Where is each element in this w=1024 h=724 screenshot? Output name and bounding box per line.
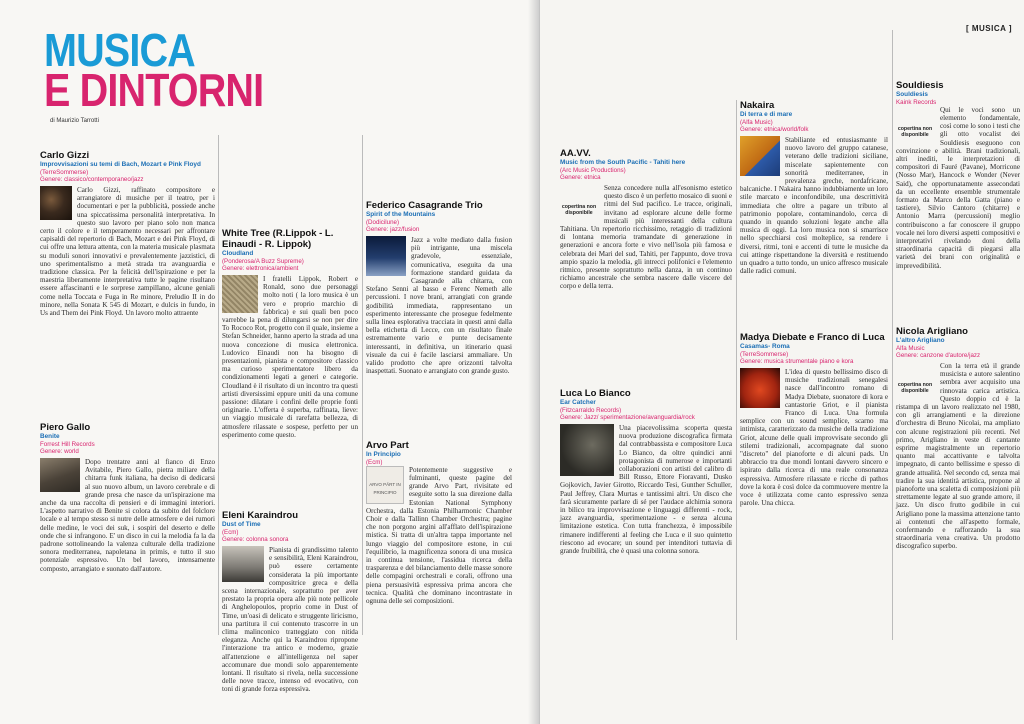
review-label: (Fitzcarraldo Records) bbox=[560, 406, 622, 414]
column-rule bbox=[892, 30, 893, 640]
review-body: Carlo Gizzi, raffinato compositore e arrangiatore di musiche per il teatro, per i documentari e per la pubblicità, possiede anche una spiccatissima personalità interpretativa. In questo suo lavoro per piano solo non manca certo il colore e il temperamento necessari per affrontare capisaldi del repertorio di Bach, Mozart e dei Pink Floyd, di cui offre una lettura attenta, con la materia musicale plasmata su moduli sonori innovativi e prevalentemente jazzistici, di uno sperimentalismo a metà strada tra avanguardia e tradizione classica. Per la felicità dell'ispirazione e per la maestria liberamente interpretativa tutte le pagine risultano essere affascinanti e le sorprese zampillano, alcune geniali come nella Toccata e Fuga in Re minore, Preludio II in do minore, nella Sonata K 545 di Mozart, e dulcis in fundo, in Us and Them dei Pink Floyd. Un lavoro molto attraente bbox=[40, 185, 215, 317]
review-album: Casamas- Roma bbox=[740, 343, 790, 350]
review-album: Di terra e di mare bbox=[740, 111, 793, 118]
review-label: (TerreSommerse) bbox=[740, 350, 789, 358]
review-arvo-part bbox=[366, 440, 512, 605]
review-title: Souldiesis bbox=[896, 80, 944, 91]
album-cover-image bbox=[560, 424, 614, 476]
review-title: Madya Diebate e Franco di Luca bbox=[740, 332, 885, 343]
review-body: Dopo trentatre anni al fianco di Enzo Avitabile, Piero Gallo, pietra miliare della chitarra funk italiana, ha deciso di dedicarsi al suo nuovo album, un lavoro cerebrale e di grande presa che nasce da un'ispirazione ma anche da una raccolta di pensieri e di immagini interiori. L'aspetto narrativo di Benite si colora da subito del folclore locale e al tempo stesso si nutre delle atmosfere e dei rumori delle medine, le voci dei suk, i sospiri del deserto e delle onde che si infrangono. E' un disco in cui la melodia fa la da padrone sottolineando la valenza culturale della tradizione sonora mediterranea, napoletana in primis, e tutto il suo potenziale espressivo. Un bel lavoro, intensamente composto, arrangiato e suonato dall'autore. bbox=[40, 457, 215, 573]
review-album: In Principio bbox=[366, 451, 401, 458]
review-label: (Alfa Music) bbox=[740, 118, 773, 126]
review-title: Arvo Part bbox=[366, 440, 409, 451]
review-gizzi bbox=[40, 150, 215, 317]
review-album: Benite bbox=[40, 433, 60, 440]
album-cover-image bbox=[366, 236, 406, 276]
review-genre: Genere: etnica bbox=[560, 173, 601, 181]
review-album: Improvvisazioni su temi di Bach, Mozart e Pink Floyd bbox=[40, 161, 201, 168]
review-genre: Genere: classico/contemporaneo/jazz bbox=[40, 175, 144, 183]
no-cover-note: copertina non disponibile bbox=[897, 381, 933, 394]
album-cover-image bbox=[740, 136, 780, 176]
review-body: Una piacevolissima scoperta questa nuova produzione discografica firmata dal contrabbassista e compositore Luca Lo Bianco, da oltre quindici anni protagonista di numerose e importanti collaborazioni con artisti del calibro di Bill Russo, Ettore Fioravanti, Dusko Gojkovich, Javier Girotto, Riccardo Tesi, Gunther Schuller, Paul Jeffrey, Clara Murtas e tantissimi altri. Un disco che farà sicuramente parlare di sé per l'audace alchimia sonora in bilico tra improvvisazione e linguaggi differenti - rock, jazz avanguardia, sperimentazione - e senza alcuna limitazione estetica. Con tutta franchezza, è impossibile rimanere indifferenti al feeling che Luca e il suo quintetto riescono ad evocare; un sound per intenditori tuttavia di grande fruibilità, che è quasi una colonna sonora. bbox=[560, 423, 732, 555]
review-genre: Genere: Jazz/ sperimentazione/avanguardia/rock bbox=[560, 413, 695, 421]
review-madya-diebate bbox=[740, 332, 888, 507]
review-genre: Genere: musica strumentale piano e kora bbox=[740, 357, 854, 365]
review-album: Spirit of the Mountains bbox=[366, 211, 436, 218]
review-label: (Ecm) bbox=[222, 528, 239, 536]
review-album: Ear Catcher bbox=[560, 399, 596, 406]
review-genre: Genere: canzone d'autore/jazz bbox=[896, 351, 981, 359]
review-genre: Genere: etnica/world/folk bbox=[740, 125, 809, 133]
review-title: Nakaira bbox=[740, 100, 775, 111]
review-title: Piero Gallo bbox=[40, 422, 91, 433]
column-rule bbox=[736, 100, 737, 640]
review-gallo bbox=[40, 422, 215, 573]
review-white-tree bbox=[222, 228, 358, 439]
cover-text: ARVO PÄRT IN PRINCIPIO bbox=[369, 481, 401, 495]
review-arigliano bbox=[896, 326, 1020, 551]
review-album: Dust of Time bbox=[222, 521, 261, 528]
review-body: L'idea di questo bellissimo disco di musiche tradizionali senegalesi nasce dall'incontro romano di Madya Diebate, suonatore di kora e cantastorie Griot, e il pianista Franco di Luca. Una formula semplice con un sound semplice, scarno ma intimista, caratterizzato da musiche della tradizione Griot, alcune delle quali improvvisate secondo gli stilemi tradizionali, accompagnate dal suono "discreto" del pianoforte e di alcuni pads. Un abbraccio tra due mondi lontani davvero sincero e ispirato dalla ricerca di una reale consonanza espressiva. Atmosfere rilassate e ricche di pathos dove la kora è così dolce da commuovere mentre la voce è utilizzata come canto espressivo senza parole. Una chicca. bbox=[740, 367, 888, 508]
review-souldiesis bbox=[896, 80, 1020, 270]
review-body: Potentemente suggestive e fulminanti, queste pagine del grande Arvo Part, rivisitate ed eseguite sotto la sua direzione dalla Estonian National Symphony Orchestra, dalla Estonia Philharmonic Chamber Choir e dalla Tallinn Chamber Orchestra; pagine che non porgono argini all'afflato dell'ispirazione mistica. Si tratta di un'altra tappa importante nel lungo viaggio del compositore estone, in cui l'equilibrio, la magnificenza sonora di una musica in continua tensione, l'assidua ricerca della trasparenza e del bilanciamento delle masse sonore delle compagini orchestrali e corali, offrono una piena persuasività espressiva prima ancora che tecnica. Qualità che dominano incontrastate in ognuna delle sei composizioni. bbox=[366, 465, 512, 605]
review-title: Federico Casagrande Trio bbox=[366, 200, 483, 211]
review-label: (Ecm) bbox=[366, 458, 383, 466]
review-title: Luca Lo Bianco bbox=[560, 388, 631, 399]
album-cover-image bbox=[222, 275, 258, 313]
byline: di Maurizio Tarrotti bbox=[50, 118, 99, 124]
review-label: (Arc Music Productions) bbox=[560, 166, 626, 174]
review-label: Kaink Records bbox=[896, 98, 937, 106]
section-tag: [ MUSICA ] bbox=[965, 24, 1012, 33]
review-genre: Genere: jazz/fusion bbox=[366, 225, 420, 233]
review-label: (Ponderosa/A Buzz Supreme) bbox=[222, 257, 304, 265]
review-casagrande bbox=[366, 200, 512, 375]
no-cover-note: copertina non disponibile bbox=[561, 203, 597, 216]
album-cover-image bbox=[40, 458, 80, 492]
review-label: Forrest Hill Records bbox=[40, 440, 95, 448]
review-album: L'altro Arigliano bbox=[896, 337, 945, 344]
review-body: Stabiliante ed entusiasmante il nuovo lavoro del gruppo catanese, veterano delle tradizioni siciliane, miscelate sapientemente con sonorità mediterranee, in prevalenza greche, nordafricane, balcaniche. I Nakaira hanno indubbiamente un loro stile marcato e inconfondibile, una descrittività immediata che oltre a pagare un tributo al patrimonio popolare, contaminandolo, cerca di quando in quando soluzioni legate anche alla musica di oggi. La loro musica non si smarrisce nello specchiarsi così molteplice, sa rendere i diversi, ritmi, toni e accenti di tutte le musiche da cui attinge rispettandone la diversità e restituendo un quadro a tutto tondo, un unico affresco musicale dalle radici comuni. bbox=[740, 135, 888, 276]
review-body: Pianista di grandissimo talento e sensibilità, Eleni Karaindrou, può essere certamente considerata la più importante compositrice greca e della scena internazionale, soprattutto per aver prestato la propria opera alle più note pellicole di Anghelopoulos, proprio come in Dust of Time, un'oasi di delicato e struggente liricismo, una partitura il cui contenuto trascorre in un clima malinconico tratteggiato con nitida eleganza. Anche qui la Karaindrou ripropone l'interazione tra antico e moderno, grazie all'attenzione e all'intelligenza nel saper accomunare due mondi solo apparentemente lontani. Il risultato si rivela, nella successione delle nove tracce, intenso ed evocativo, con toni di grande forza espressiva. bbox=[222, 545, 358, 694]
review-album: Music from the South Pacific - Tahiti here bbox=[560, 159, 686, 166]
album-cover-image bbox=[222, 546, 264, 582]
review-label: (Dodicilune) bbox=[366, 218, 400, 226]
review-nakaira bbox=[740, 100, 888, 275]
review-aavv bbox=[560, 148, 732, 291]
review-album: Souldiesis bbox=[896, 91, 928, 98]
review-body: Con la terra età il grande musicista e autore salentino sembra aver acquisito una rinnovata carica artistica. Questo doppio cd è la ristampa di un lavoro realizzato nel 1980, con gli arrangiamenti e la direzione d'orchestra di Bruno Nicolai, ma ampliato con alcune registrazioni più recenti. Nel primo, Arigliano in veste di cantante esprime magistralmente un repertorio quanto mai accattivante e talvolta impegnato, di canto bellissime e spesso di grande attualità. Nel secondo cd, senza mai tradire la sua identità artistica, propone al pianoforte una scaletta di composizioni più strettamente legate al suo grande amore, il jazz. Un disco frutto godibile in cui Arigliano pone la massima attenzione tanto ai contenuti che all'aspetto formale, confermando e rafforzando la sua straordinaria vena creativa. Un prodotto discografico superbo. bbox=[896, 361, 1020, 551]
review-genre: Genere: elettronica/ambient bbox=[222, 264, 299, 272]
no-cover-note: copertina non disponibile bbox=[897, 125, 933, 138]
review-label: (TerreSommerse) bbox=[40, 168, 89, 176]
album-cover-image bbox=[40, 186, 72, 220]
review-album: Cloudland bbox=[222, 250, 254, 257]
masthead-line-2: E DINTORNI bbox=[44, 64, 264, 116]
review-label: Alfa Music bbox=[896, 344, 925, 352]
review-title: White Tree (R.Lippok - L. Einaudi - R. Lippok) bbox=[222, 228, 334, 250]
review-lo-bianco bbox=[560, 388, 732, 555]
review-genre: Genere: world bbox=[40, 447, 79, 455]
right-page bbox=[540, 0, 1024, 724]
album-cover-image bbox=[366, 466, 404, 504]
review-body: I fratelli Lippok, Robert e Ronald, sono due personaggi molto noti ( la loro musica è un vero e proprio marchio di fabbrica) e sui quali ben poco varrebbe la pena di dilungarsi se non per dire To Rococo Rot, progetto con il quale, insieme a Stefan Schneider, hanno aperto la strada ad una nuova concezione di musica elettronica. Ludovico Einaudi non ha bisogno di presentazioni, pianista e compositore classico ma curioso sperimentatore libero da condizionamenti legati a generi e categorie. Cloudland è il risultato di un incontro tra questi artisti diversissimi eppure uniti da una comune passione: dilatare i confini delle proprie fonti originarie. L'offerta è superba, raffinata, lieve: un viaggio musicale di rarefatta bellezza, di atmosfere rilassate e sospese, perfetto per un esperimento come questo. bbox=[222, 274, 358, 439]
review-title: Carlo Gizzi bbox=[40, 150, 90, 161]
masthead-line-1: MUSICA bbox=[44, 24, 195, 76]
review-title: Nicola Arigliano bbox=[896, 326, 968, 337]
review-body: Senza concedere nulla all'esonismo estetico questo disco è un perfetto mosaico di suoni e ritmi del Sud pacifico. Le tracce, originali, invitano ad esplorare alcune delle forme musicali più interessanti della cultura Tahitiana. Un repertorio ricchissimo, retaggio di tradizioni di lontana memoria tramandate di generazione in generazioni e ancora forte e vivo nell'isola più famosa e celebrata dei Mari del sud, Tahiti, per l'appunto, dove trova ampio spazio la melodia, gli intrecci polifonici e l'elemento ritmico, presente soprattutto nella danza, in un continuo richiamo ancestrale che sembra nascere dalle viscere del corpo e della terra. bbox=[560, 183, 732, 291]
album-cover-image bbox=[740, 368, 780, 408]
review-karaindrou bbox=[222, 510, 358, 694]
review-genre: Genere: colonna sonora bbox=[222, 535, 289, 543]
masthead bbox=[44, 24, 264, 116]
review-title: Eleni Karaindrou bbox=[222, 510, 299, 521]
review-title: AA.VV. bbox=[560, 148, 591, 159]
column-rule bbox=[218, 135, 219, 635]
review-body: Qui le voci sono un elemento fondamentale, così come lo sono i testi che gli otto vocalist dei Souldiesis eseguono con convinzione e abilità. Brani tradizionali, altri inediti, le interpretazioni di compositori di Fauré (Pavane), Morricone (Nosso Mar), Hancock e Wonder (Never Said), che opportunatamente assecondati da un eccellente ensemble strumentale formato da Marco della Gatta (piano e tastiere), Silvio Cantoro (chitarre) e Antonio Marra (percussioni) meglio contribuiscono a far conoscere il gruppo vocale nei loro diversi aspetti compositivi e interpretativi rivelando doni della straordinaria capacità di piegarsi alla varietà dei brani con originalità e imprevedibilità. bbox=[896, 105, 1020, 270]
review-body: Jazz a volte mediato dalla fusion più intrigante, una miscela gradevole, essenziale, comunicativa, eseguita da una formazione standard guidata da Casagrande alla chitarra, con Stefano Senni al basso e Ferenc Nemeth alle percussioni. I nove brani, arrangiati con grande godibilità immediata, rappresentano un esperimento interessante che prosegue fedelmente sulla linea esplorativa tracciata in questi anni dalla bella etichetta di Lecce, con un risultato finale estremamente vario e punte decisamente interessanti, in definitiva, un itinerario quasi visuale da cui è facile lasciarsi ammaliare. Un valido prodotto che apre orizzonti talvolta inaspettati. Suonato e arrangiato con grande gusto. bbox=[366, 235, 512, 376]
column-rule bbox=[362, 135, 363, 635]
